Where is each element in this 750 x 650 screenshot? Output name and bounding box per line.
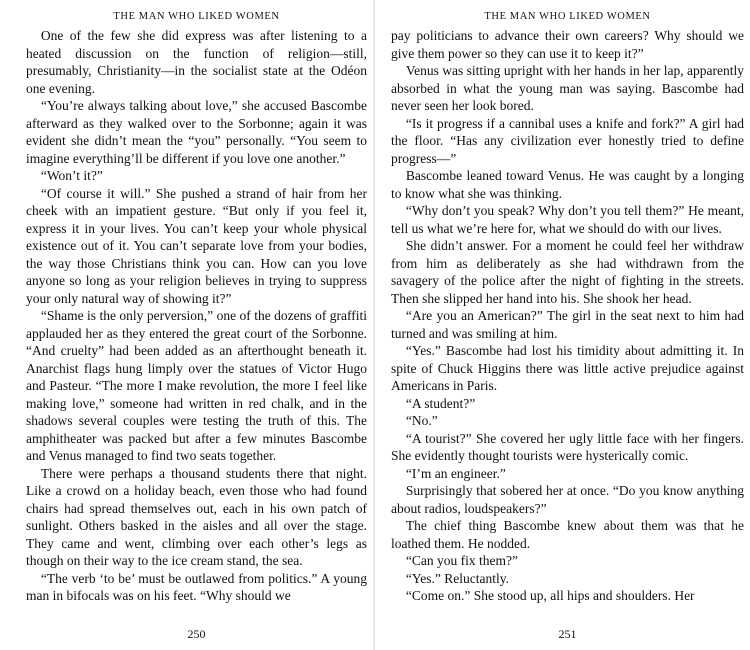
paragraph: “The verb ‘to be’ must be outlawed from politics.” A young man in bifocals was on his feet. “Why should we [26,570,367,603]
paragraph: “Yes.” Reluctantly. [405,570,509,586]
left-page-body [26,27,367,605]
running-head-left: THE MAN WHO LIKED WOMEN [113,11,280,22]
paragraph: “Yes.” Bascombe had lost his timidity about admitting it. In spite of Chuck Higgins there was little active prejudice against Americans in Paris. [391,343,744,393]
paragraph: Surprisingly that sobered her at once. “Do you know anything about radios, loudspeakers?” [391,483,744,516]
paragraph: “No.” [405,413,438,428]
paragraph: Bascombe leaned toward Venus. He was caught by a longing to know what she was thinking. [391,168,744,201]
running-head-right: THE MAN WHO LIKED WOMEN [484,11,651,22]
paragraph: One of the few she did express was after listening to a heated discussion on the function of religion—still, presumably, Christianity—in the socialist state at the Odéon one evening. [26,28,367,96]
paragraph: “Why don’t you speak? Why don’t you tell them?” He meant, tell us what we’re here for, what we should do with our lives. [391,203,744,236]
paragraph: “Can you fix them?” [405,553,518,568]
paragraph: “I’m an engineer.” [405,465,506,481]
paragraph: The chief thing Bascombe knew about them was that he loathed them. He nodded. [391,518,744,551]
paragraph: “Come on.” She stood up, all hips and shoulders. Her [405,588,695,603]
paragraph: pay politicians to advance their own careers? Why should we give them power so they can use it to keep it?” [391,28,744,61]
right-page-body [391,27,744,605]
paragraph: “You’re always talking about love,” she accused Bascombe afterward as they walked over to the Sorbonne; again it was evident she didn’t mean the “you” personally. “You seem to imagine everything’ll be different if you love one another.” [26,98,367,166]
paragraph: “Of course it will.” She pushed a strand of hair from her cheek with an impatient gesture. “But only if you feel it, express it in your lives. You can’t keep your whole physical existence out of it. You can’t separate love from your bodies, the way those Christians think you can. How can you love anyone so long as your religion believes in trying to suppress your only natural way of showing it?” [26,185,367,306]
paragraph: She didn’t answer. For a moment he could feel her withdraw from him as deliberately as she had withdrawn from the savagery of the police after the night of fighting in the streets. Then she slipped her hand into his. She shook her head. [391,238,744,306]
paragraph: Venus was sitting upright with her hands in her lap, apparently absorbed in what the young man was saying. Bascombe had never seen her look bored. [391,63,744,113]
paragraph: “Won’t it?” [40,168,103,183]
right-page [375,0,750,650]
paragraph: “Is it progress if a cannibal uses a knife and fork?” A girl had the floor. “Has any civilization ever honestly tried to define progress—” [391,115,744,166]
page-number-left: 250 [187,627,206,641]
paragraph: “Are you an American?” The girl in the seat next to him had turned and was smiling at him. [391,308,744,341]
paragraph: There were perhaps a thousand students there that night. Like a crowd on a holiday beach, even those who had found chairs had spread themselves out, each in his own patch of sunlight. Others basked in the aisles and all over the stage. They came and went, climbing over each other’s legs as though on their way to the ice cream stand, the sea. [26,465,367,568]
paragraph: “Shame is the only perversion,” one of the dozens of graffiti applauded her as they entered the great court of the Sorbonne. “And cruelty” had been added as an afterthought beneath it. Anarchist flags hung limply over the statues of Victor Hugo and Pasteur. “The more I make revolution, the more I feel like making love,” someone had written in red chalk, and in the shadows several couples were testing the truth of this. The amphitheater was packed but after a few minutes Bascombe and Venus managed to find two seats together. [26,308,367,463]
paragraph: “A tourist?” She covered her ugly little face with her fingers. She evidently thought tourists were hysterically comic. [391,430,744,463]
paragraph: “A student?” [405,395,476,411]
page-number-right: 251 [558,627,577,641]
